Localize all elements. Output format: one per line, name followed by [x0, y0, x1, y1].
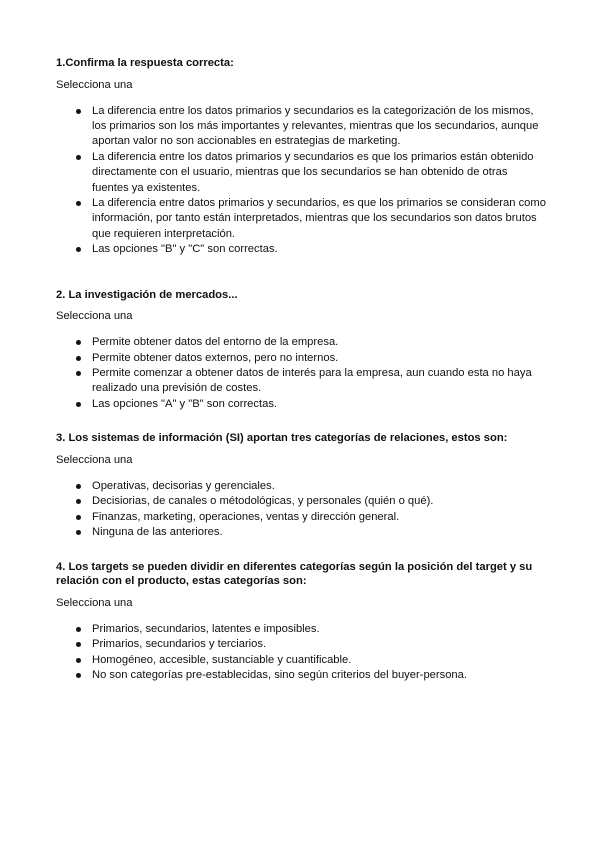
option-item[interactable] — [56, 351, 546, 366]
option-item[interactable] — [56, 366, 546, 397]
bullet-icon — [76, 371, 81, 376]
document-page — [56, 56, 546, 703]
bullet-icon — [76, 356, 81, 361]
question-title: 3. Los sistemas de información (SI) aportan tres categorías de relaciones, estos son: — [56, 432, 508, 445]
bullet-icon — [76, 402, 81, 407]
question-title: 4. Los targets se pueden dividir en diferentes categorías según la posición del target y su relación con el producto, estas categorías son: — [56, 560, 533, 588]
bullet-icon — [76, 515, 81, 520]
bullet-icon — [76, 201, 81, 206]
option-item[interactable] — [56, 525, 546, 540]
question-4 — [56, 560, 546, 684]
bullet-icon — [76, 109, 81, 114]
option-item[interactable] — [56, 622, 546, 637]
question-title: 2. La investigación de mercados... — [56, 288, 238, 301]
option-label: Decisiorias, de canales o métodológicas, y personales (quién o qué). — [92, 495, 434, 508]
bullet-icon — [76, 155, 81, 160]
bullet-icon — [76, 247, 81, 252]
question-instruction: Selecciona una — [56, 78, 133, 91]
option-label: Ninguna de las anteriores. — [92, 526, 223, 539]
option-item[interactable] — [56, 104, 546, 150]
question-3 — [56, 431, 546, 540]
option-item[interactable] — [56, 150, 546, 196]
option-item[interactable] — [56, 397, 546, 412]
option-label: Primarios, secundarios, latentes e imposibles. — [92, 622, 320, 635]
bullet-icon — [76, 484, 81, 489]
option-label: Primarios, secundarios y terciarios. — [92, 638, 267, 651]
option-label: Operativas, decisorias y gerenciales. — [92, 479, 275, 492]
question-1 — [56, 56, 546, 258]
option-label: Permite obtener datos externos, pero no internos. — [92, 351, 339, 364]
bullet-icon — [76, 673, 81, 678]
option-label: La diferencia entre los datos primarios y secundarios es la categorización de los mismos, los primarios son los más importantes y relevantes, mientras que los secundarios, aunque aportan valor no son accionables en estrategias de marketing. — [92, 104, 539, 148]
options-list — [56, 479, 546, 541]
bullet-icon — [76, 499, 81, 504]
option-label: Las opciones "B" y "C" son correctas. — [92, 243, 278, 256]
option-label: Permite obtener datos del entorno de la empresa. — [92, 336, 339, 349]
option-label: Finanzas, marketing, operaciones, ventas y dirección general. — [92, 510, 400, 523]
option-item[interactable] — [56, 335, 546, 350]
options-list — [56, 335, 546, 412]
option-item[interactable] — [56, 479, 546, 494]
question-2 — [56, 288, 546, 413]
option-label: No son categorías pre-establecidas, sino según criterios del buyer-persona. — [92, 669, 467, 682]
options-list — [56, 622, 546, 684]
question-instruction: Selecciona una — [56, 310, 133, 323]
option-label: La diferencia entre los datos primarios y secundarios es que los primarios están obtenido directamente con el usuario, mientras que los secundarios se han obtenido de otras fuentes ya existentes. — [92, 150, 534, 194]
option-label: Las opciones "A" y "B" son correctas. — [92, 397, 278, 410]
question-instruction: Selecciona una — [56, 454, 133, 467]
bullet-icon — [76, 530, 81, 535]
bullet-icon — [76, 627, 81, 632]
option-label: Homogéneo, accesible, sustanciable y cuantificable. — [92, 653, 352, 666]
question-instruction: Selecciona una — [56, 597, 133, 610]
option-item[interactable] — [56, 637, 546, 652]
option-item[interactable] — [56, 196, 546, 242]
option-item[interactable] — [56, 653, 546, 668]
option-item[interactable] — [56, 494, 546, 509]
option-label: Permite comenzar a obtener datos de interés para la empresa, aun cuando esta no haya realizado una previsión de costes. — [92, 367, 532, 395]
option-label: La diferencia entre datos primarios y secundarios, es que los primarios se consideran como información, por tanto están interpretados, mientras que los secundarios son datos brutos que requieren interpretación. — [92, 197, 546, 240]
question-title: 1.Confirma la respuesta correcta: — [56, 57, 234, 69]
option-item[interactable] — [56, 242, 546, 257]
option-item[interactable] — [56, 510, 546, 525]
bullet-icon — [76, 658, 81, 663]
bullet-icon — [76, 340, 81, 345]
bullet-icon — [76, 642, 81, 647]
options-list — [56, 104, 546, 258]
option-item[interactable] — [56, 668, 546, 683]
